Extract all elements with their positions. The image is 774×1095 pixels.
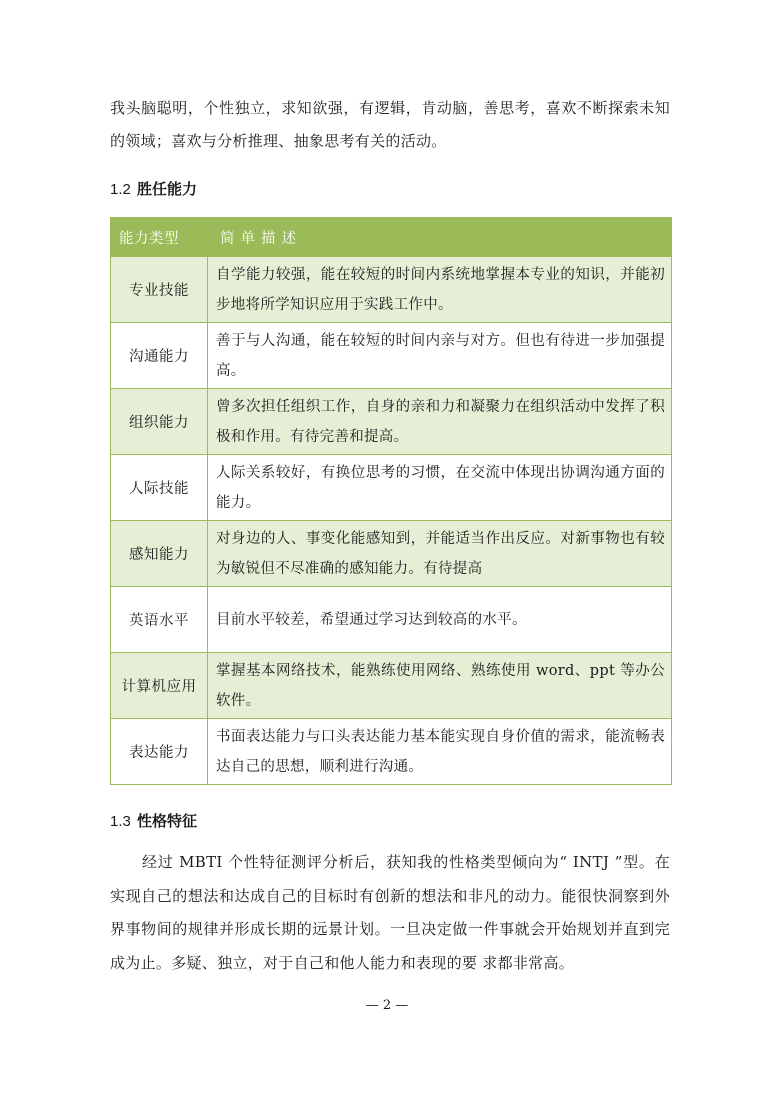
table-row — [111, 257, 672, 323]
table-row — [111, 389, 672, 455]
table-body — [111, 257, 672, 785]
header-type: 能力类型 — [111, 218, 208, 257]
header-description: 简单描述 — [208, 218, 672, 257]
section-title: 胜任能力 — [137, 181, 198, 198]
ability-type: 英语水平 — [111, 587, 208, 653]
ability-description: 对身边的人、事变化能感知到，并能适当作出反应。对新事物也有较为敏锐但不尽准确的感知能力。有待提高 — [208, 521, 672, 587]
ability-type: 表达能力 — [111, 719, 208, 785]
table-row — [111, 719, 672, 785]
ability-description: 掌握基本网络技术，能熟练使用网络、熟练使用 word、ppt 等办公软件。 — [208, 653, 672, 719]
ability-description: 人际关系较好，有换位思考的习惯，在交流中体现出协调沟通方面的能力。 — [208, 455, 672, 521]
section-heading-competency — [110, 178, 197, 199]
section-number: 1.3 — [110, 813, 131, 830]
table-row — [111, 587, 672, 653]
table-row — [111, 323, 672, 389]
personality-paragraph: 经过 MBTI 个性特征测评分析后，获知我的性格类型倾向为“ INTJ ”型。在实现自己的想法和达成自己的目标时有创新的想法和非凡的动力。能很快洞察到外界事物间的规律并形成长期的远景计划。一旦决定做一件事就会开始规划并直到完成为止。多疑、独立，对于自己和他人能力和表现的要 求都非常高。 — [110, 853, 670, 972]
section-title: 性格特征 — [137, 813, 198, 830]
ability-type: 人际技能 — [111, 455, 208, 521]
table-header-row — [111, 218, 672, 257]
page-number: — 2 — — [365, 998, 409, 1013]
ability-description: 目前水平较差，希望通过学习达到较高的水平。 — [208, 587, 672, 653]
ability-description: 曾多次担任组织工作，自身的亲和力和凝聚力在组织活动中发挥了积极和作用。有待完善和提高。 — [208, 389, 672, 455]
ability-type: 沟通能力 — [111, 323, 208, 389]
ability-description: 自学能力较强，能在较短的时间内系统地掌握本专业的知识，并能初步地将所学知识应用于实践工作中。 — [208, 257, 672, 323]
intro-paragraph: 我头脑聪明，个性独立，求知欲强，有逻辑，肯动脑，善思考，喜欢不断探索未知的领域；喜欢与分析推理、抽象思考有关的活动。 — [110, 99, 670, 150]
ability-type: 专业技能 — [111, 257, 208, 323]
ability-type: 组织能力 — [111, 389, 208, 455]
competency-table — [110, 217, 672, 785]
section-number: 1.2 — [110, 181, 131, 198]
table-row — [111, 455, 672, 521]
section-heading-personality — [110, 810, 197, 831]
ability-type: 感知能力 — [111, 521, 208, 587]
table-row — [111, 653, 672, 719]
ability-type: 计算机应用 — [111, 653, 208, 719]
ability-description: 善于与人沟通，能在较短的时间内亲与对方。但也有待进一步加强提高。 — [208, 323, 672, 389]
table-row — [111, 521, 672, 587]
ability-description: 书面表达能力与口头表达能力基本能实现自身价值的需求，能流畅表达自己的思想，顺利进行沟通。 — [208, 719, 672, 785]
